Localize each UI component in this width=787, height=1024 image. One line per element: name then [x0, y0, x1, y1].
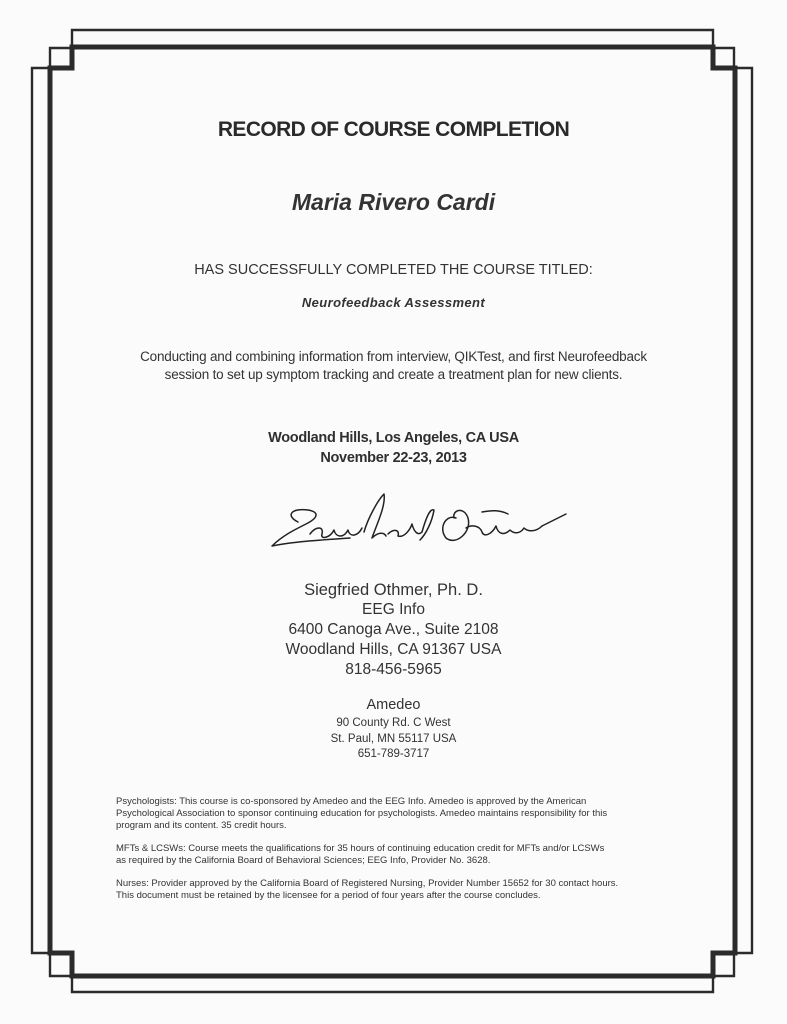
- sponsor-address-line: St. Paul, MN 55117 USA: [330, 732, 457, 745]
- course-location: Woodland Hills, Los Angeles, CA USA: [268, 430, 519, 446]
- sponsor-name: Amedeo: [366, 697, 421, 713]
- description-line: Conducting and combining information from interview, QIKTest, and first Neurofeedback: [140, 349, 647, 364]
- signer-name: Siegfried Othmer, Ph. D.: [304, 581, 483, 599]
- nurses-note: [116, 878, 686, 902]
- psychologists-note: [116, 796, 686, 832]
- signature: [260, 488, 580, 560]
- completion-statement: HAS SUCCESSFULLY COMPLETED THE COURSE TITLED:: [194, 262, 593, 278]
- note-line: program and its content. 35 credit hours.: [116, 820, 287, 831]
- note-line: Nurses: Provider approved by the California Board of Registered Nursing, Provider Number 15652 for 30 contact hours.: [116, 878, 619, 889]
- signer-block: [60, 580, 727, 680]
- note-line: Psychologists: This course is co-sponsored by Amedeo and the EEG Info. Amedeo is approved by the American: [116, 796, 587, 807]
- note-line: MFTs & LCSWs: Course meets the qualifications for 35 hours of continuing education credit for MFTs and/or LCSWs: [116, 843, 605, 854]
- signer-address-line: 6400 Canoga Ave., Suite 2108: [288, 621, 499, 638]
- course-location-date: [60, 428, 727, 468]
- course-description: [60, 348, 727, 384]
- certificate-title: RECORD OF COURSE COMPLETION: [217, 118, 570, 141]
- course-dates: November 22-23, 2013: [320, 450, 467, 466]
- sponsor-phone: 651-789-3717: [357, 748, 430, 760]
- note-line: This document must be retained by the licensee for a period of four years after the course concludes.: [116, 890, 541, 901]
- signer-address-line: Woodland Hills, CA 91367 USA: [285, 641, 502, 658]
- recipient-name: Maria Rivero Cardi: [291, 189, 496, 215]
- signer-phone: 818-456-5965: [345, 661, 442, 678]
- description-line: session to set up symptom tracking and create a treatment plan for new clients.: [164, 367, 623, 382]
- sponsor-address-line: 90 County Rd. C West: [336, 717, 451, 729]
- note-line: as required by the California Board of Behavioral Sciences; EEG Info, Provider No. 3628.: [116, 855, 491, 866]
- mfts-note: [116, 843, 686, 867]
- course-title: Neurofeedback Assessment: [301, 295, 486, 310]
- note-line: Psychological Association to sponsor continuing education for psychologists. Amedeo maintains responsibility for this: [116, 808, 608, 819]
- sponsor-block: [60, 694, 727, 763]
- signer-organization: EEG Info: [362, 601, 425, 618]
- accreditation-notes: [116, 796, 686, 913]
